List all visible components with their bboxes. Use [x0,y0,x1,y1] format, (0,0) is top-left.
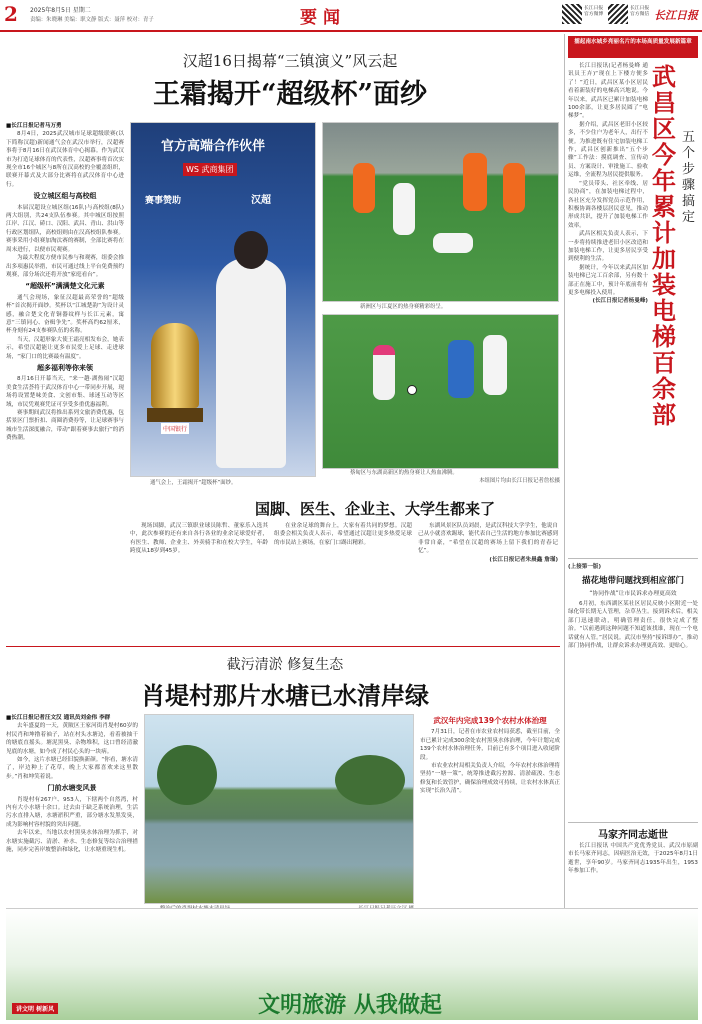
article2-p7: 市农业农村局相关负责人介绍，今年农村水体治理将坚持“一塘一策”，统筹推进截污控源、清淤疏浚、生态修复和长效管护，确保治理成效可持续，让农村水体真正实现“长治久清”。 [420,763,560,795]
article1-p2: 为最大程度方便市民参与和观赛，组委会推出多项惠民举措，市民可通过线上平台免费预约观赛，部分场次还将开放“家庭看台”。 [6,255,124,278]
page-date: 2025年8月5日 星期二 [30,7,91,14]
obituary-body [568,842,698,898]
qr-code-2[interactable] [608,4,628,24]
article1-byline: ■长江日报记者马万勇 [6,123,62,129]
article1-sub1: 设立城区组与高校组 [33,192,97,201]
article2-kicker: 截污清淤 修复生态 [226,657,344,673]
sidebar-p3: “党员带头、社区牵线、居民协商”，在加装电梯过程中，各社区充分发挥党员示范作用，积极协调各楼层居民意见，推动形成共识，提升了加装电梯工作效率。 [568,180,648,229]
player-orange-2 [463,153,487,211]
banner-sponsor-text: 赛事赞助 [145,196,182,206]
article1-sub3: 超多福利等你来领 [37,363,93,372]
tree-1 [157,745,217,805]
player-white-1 [393,183,415,235]
photo-match-1 [322,122,559,302]
sidebar-news2-kicker: (上接第一版) [568,564,602,570]
sidebar-news2-deck: “协同作战”让市民诉求办理更高效 [589,591,677,597]
article2-sub2: 武汉年内完成139个农村水体治理 [433,716,547,725]
sidebar-news2-body [568,600,698,796]
sidebar-news2-p: 6月初，东西湖区某社区居民反映小区附近一处绿化带长期无人管理，杂草丛生。接到诉求后，相关部门迅速联动，明确管理责任，很快完成了整治。“以前遇到这种问题不知道该找谁，现在一个电话就有人管。”居民说。武汉市坚持“接诉即办”，推动部门协同作战，让群众诉求办理更高效、更贴心。 [568,601,698,650]
article1-p6: 赛事期间武汉将推出系列文旅消费优惠，包括景区门票折扣、商圈消费券等，让足球赛事与城市生活深度融合，带动“跟着赛事去旅行”的消费热潮。 [6,410,124,442]
reeds [145,865,414,904]
sidebar-article-body [568,62,648,552]
brand-logo: 长江日报 [654,9,698,22]
banner-hanchao-text: 汉超 [251,195,271,206]
page-number: 2 [4,2,18,26]
sidebar-deck: 五个步骤搞定 [682,130,696,225]
speaker-figure [216,258,286,468]
article1-p7: 现场国脚，武汉三镇职业球员陈哲、董家乐入选其中，此次参赛的还有来自各行各业的业余足球爱好者，有医生、教师、企业主、外卖骑手和在校大学生，年龄跨度从18岁到45岁。 [130,523,268,555]
banner-partner-text: 官方高端合作伙伴 [161,139,266,154]
section-title: 要闻 [300,8,346,28]
bank-logo: 中国银行 [161,423,189,434]
page-editors: 责编：朱晓琳 美编：职文静 版式：聂萍 校对：青子 [30,17,154,23]
article1-intro: 8月4日，2025武汉城市足球超级联赛(以下简称汉超)新闻通气会在武汉市举行，汉超赛事将于8月16日在武汉体育中心揭幕。作为武汉市为打造足球体育的代表性，汉超赛事将首次实现全市16个城区与8所在汉高校的全覆盖组织，联赛开幕式及大部分比赛将在武汉体育中心进行。 [6,131,124,188]
sidebar-p1: 长江日报讯(记者杨曼峰 通讯员王卉)“现在上下楼方便多了！”近日，武昌区某小区居民看着新装好的电梯高兴地说。今年以来，武昌区已累计加装电梯100余部，让更多居民圆了“电梯梦”。 [568,63,648,120]
trophy [151,323,199,408]
article2-sub1: 门前水塘变风景 [47,784,97,793]
article2-byline: ■长江日报记者汪文汉 通讯员刘金伟 李群 [6,715,111,721]
article2-p3: 肖堤村有267户、953人，下辖两个自然湾，村内有大小水塘十余口。过去由于缺乏系统治理，生活污水直排入塘，水塘淤积严重，部分塘水发黑发臭，成为影响村容村貌的突出问题。 [6,796,138,828]
qr-label-2: 长江日报 官方微信 [630,6,650,17]
article2-p4: 去年以来，当地以农村黑臭水体治理为抓手，对水塘实施截污、清淤、补水、生态修复等综合治理措施，同步完善岸坡整治和绿化，让水塘重现生机。 [6,830,138,854]
page-header [0,0,702,32]
article1-signoff: (长江日报记者朱晨鑫 詹瑾) [489,556,558,563]
article1-kicker: 汉超16日揭幕“三镇演义”风云起 [182,52,398,70]
sidebar-p2: 据介绍，武昌区老旧小区较多，不少住户为老年人，出行不便。为推进既有住宅加装电梯工作，武昌区创新推出“五个步骤”工作法：摸底调查、宣传动员、方案设计、审批施工、验收运维，全流程为居民提供服务。 [568,121,648,179]
sidebar-p4: 武昌区相关负责人表示，下一步将持续推进老旧小区改造和加装电梯工作，让更多居民享受到便利的生活。 [568,231,648,263]
sidebar-rule-1 [568,558,698,559]
article1-body-col1 [6,122,124,490]
photo2-caption: 新洲区与江夏区的热身赛精彩纷呈。 [360,304,447,310]
article1-body-col2 [130,522,268,642]
sidebar-banner-text: 擂起南水城乡亮丽名片的本场高质量发展新篇章 [574,39,692,45]
obituary-headline: 马家齐同志逝世 [598,830,668,841]
player-pink-1 [373,345,395,400]
trophy-base [147,408,203,422]
qr-label-1: 长江日报 官方微博 [584,6,604,17]
player-blue-1 [448,340,474,398]
photo-credit: 本组图片均由长江日报记者詹松摄 [479,478,560,484]
article1-p3: 通气会现场，象征汉超最高荣誉的“超级杯”首次揭开面纱。奖杯以“江城楚韵”为设计灵感，融合楚文化青铜器纹样与长江元素，寓意“三镇同心、奋楫争先”。奖杯高约62厘米，杯身刻有24支参赛队伍的名称。 [6,294,124,335]
sidebar-banner [568,36,698,58]
banner-sponsor-logo: WS 武商集团 [183,163,237,176]
sidebar-news2-headline: 描花地带问题找到相应部门 [581,576,684,586]
sidebar-p5: 据统计，今年以来武昌区加装电梯已完工百余部，另有数十部正在施工中，预计年底前将有更多电梯投入使用。 [568,264,648,296]
article1-p5: 8月16日开幕当天，“来一趟·湖热闹”汉超美食生活荟将于武汉体育中心一带同步开展，现场将设置楚味美食、文创市集、球迷互动等区域，市民凭观赛凭证可享受多重优惠福利。 [6,376,124,408]
photo-press-conference [130,122,316,477]
obituary-text: 长江日报讯 中国共产党优秀党员、武汉市原副市长马家齐同志，因病医治无效，于2025年8月1日逝世，享年90岁。马家齐同志1935年出生，1953年参加工作。 [568,843,698,875]
sidebar-rule-2 [568,822,698,823]
article1-body-col4 [418,522,558,642]
article1-p1: 本届汉超设立城区组(16队)与高校组(8队)两大组别，共24支队伍参赛。其中城区组按照江岸、江汉、硚口、汉阳、武昌、青山、洪山等行政区划组队，高校组则由在汉高校组队参赛。赛事采用小组赛加淘汰赛的赛制，全部比赛将在周末进行，以便市民观赛。 [6,204,124,253]
article1-headline: 王霜揭开“超级杯”面纱 [152,79,428,110]
sidebar-big-headline: 武昌区今年累计加装电梯百余部 [652,62,676,429]
article2-p1: 去年盛夏的一天，黄陂区王家河街肖堤村60岁的村民肖和坤撸着袖子，站在村头水塘边，看着被抽干的塘底直摇头。塘泥黑臭、杂物堆积，这口曾经清澈见底的水塘，如今成了村民心头的一块病。 [6,723,138,755]
article1-subheadline: 国脚、医生、企业主、大学生都来了 [254,500,495,518]
speaker-head [234,231,268,269]
photo-match-2 [322,314,559,469]
article1-p4: 当天，汉超形象大使王霜亮相发布会，她表示，希望汉超能让更多市民爱上足球、走进球场，“家门口的比赛最有温度”。 [6,336,124,360]
qr-code-1[interactable] [562,4,582,24]
player-white-2 [433,233,473,253]
article1-sub2: “超级杯”满满楚文化元素 [25,282,105,291]
player-orange-3 [503,163,525,213]
article1-p8: 在业余足球的舞台上，大家有着共同的梦想。汉超组委会相关负责人表示，希望通过汉超让更多热爱足球的市民站上赛场，在家门口踢出精彩。 [274,523,412,546]
article2-p2: 如今，这片水塘已经旧貌换新颜。“你看，塘水清了，岸边种上了花草，晚上大家都喜欢来这里散步。”肖和坤笑着说。 [6,757,138,780]
article1-body-col3 [274,522,412,642]
header-rule [0,30,702,32]
player-orange-1 [353,163,375,213]
sidebar-divider [564,34,565,1020]
article2-p6: 7月31日，记者在市农业农村局获悉，截至目前，全市已累计完成300余处农村黑臭水体治理，今年计划完成139个农村水体治理任务，目前已有多个项目进入收尾阶段。 [420,729,560,761]
ball [407,385,417,395]
photo-pond [144,714,414,904]
player-white-3 [483,335,507,395]
photo3-caption: 蔡甸区与东湖高新区的热身赛让人热血沸腾。 [350,470,458,476]
footer-ad-tag: 讲文明 树新风 [12,1003,58,1014]
article1-p9: 东湖风景区队员刘晨，是武汉科技大学学生，他说自己从小就喜欢踢球，能代表自己生活的地方参加比赛感到非常自豪，“希望在汉超的赛场上留下我们的青春记忆”。 [418,523,558,555]
footer-ad-slogan: 文明旅游 从我做起 [258,992,442,1018]
tree-2 [335,755,405,805]
photo1-caption: 通气会上，王霜揭开“超级杯”面纱。 [150,480,237,486]
article2-headline: 肖堤村那片水塘已水清岸绿 [141,681,429,710]
divider-mid [6,646,560,647]
sidebar-signoff: (长江日报记者杨曼峰) [592,298,648,305]
